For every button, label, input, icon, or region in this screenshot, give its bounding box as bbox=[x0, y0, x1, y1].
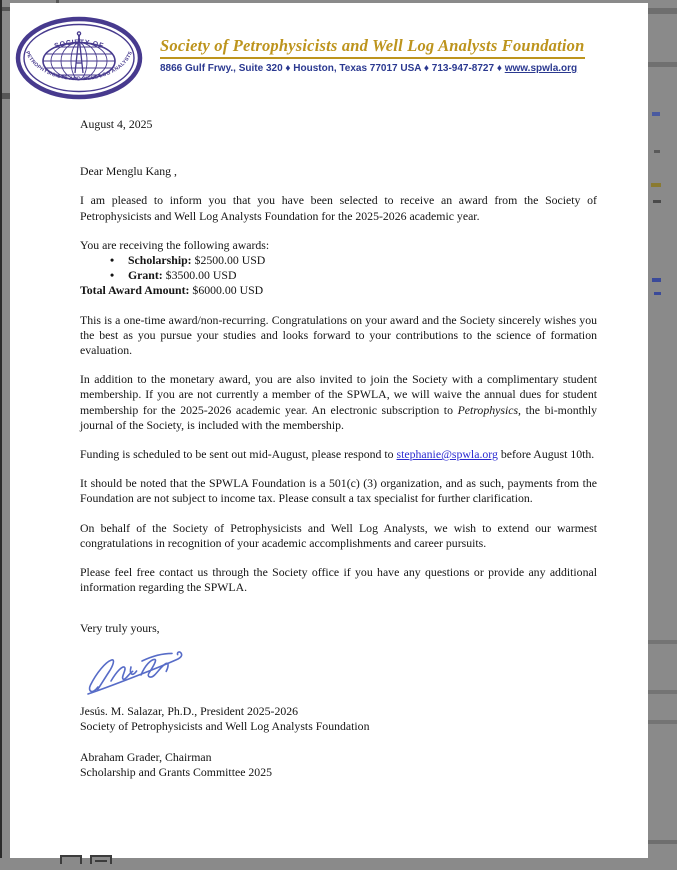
funding-text-cont: before August 10th. bbox=[497, 447, 595, 462]
svg-text:SOCIETY OF bbox=[54, 39, 105, 50]
funding-text: Funding is scheduled to be sent out mid-August, please respond to bbox=[80, 447, 397, 462]
viewer-bottom-bar bbox=[0, 858, 677, 870]
bullet-icon: • bbox=[110, 268, 115, 283]
award-item-grant bbox=[80, 268, 597, 283]
address-line bbox=[160, 63, 585, 74]
strip-mark bbox=[653, 200, 661, 203]
website-link[interactable]: www.spwla.org bbox=[504, 63, 578, 74]
strip-mark bbox=[648, 690, 677, 694]
awards-intro: You are receiving the following awards: bbox=[80, 237, 270, 252]
paragraph-behalf: On behalf of the Society of Petrophysicists and Well Log Analysts, we wish to extend our warmest congratulations in recognition of your academic accomplishments and career pursuits. bbox=[80, 520, 597, 550]
viewer-right-strip[interactable] bbox=[648, 0, 677, 870]
award-value: $3500.00 USD bbox=[162, 268, 237, 283]
total-award-label: Total Award Amount: bbox=[80, 283, 190, 298]
strip-mark bbox=[654, 150, 660, 153]
signer-organization: Society of Petrophysicists and Well Log Analysts Foundation bbox=[80, 718, 370, 733]
membership-text: In addition to the monetary award, you are also invited to join the Society with a complimentary student membership. If you are not currently a member of the SPWLA, we will waive the annual dues for student membership for the 2025-2026 academic year. An electronic subscription to bbox=[80, 372, 597, 417]
award-label: Scholarship: bbox=[128, 253, 192, 268]
award-value: $2500.00 USD bbox=[191, 253, 266, 268]
strip-mark bbox=[652, 278, 661, 282]
viewer-edge-tick bbox=[2, 93, 10, 99]
paragraph-contact: Please feel free contact us through the Society office if you have any questions or provide any additional information regarding the SPWLA. bbox=[80, 565, 597, 595]
logo-top-text: SOCIETY OF bbox=[53, 39, 105, 51]
closing-line: Very truly yours, bbox=[80, 621, 160, 636]
derrick-icon bbox=[75, 32, 83, 73]
strip-mark bbox=[648, 840, 677, 844]
bullet-icon: • bbox=[110, 253, 115, 268]
strip-mark bbox=[651, 183, 661, 187]
total-award-line bbox=[80, 283, 597, 298]
viewer-edge-tick bbox=[2, 7, 10, 11]
address-text: 8866 Gulf Frwy., Suite 320 ♦ Houston, Texas 77017 USA ♦ 713-947-8727 ♦ bbox=[160, 63, 505, 74]
spwla-logo bbox=[14, 16, 144, 100]
signer2-name: Abraham Grader, Chairman bbox=[80, 750, 212, 765]
paragraph-funding bbox=[80, 447, 597, 462]
signer2-committee: Scholarship and Grants Committee 2025 bbox=[80, 765, 272, 780]
paragraph-membership bbox=[80, 372, 597, 433]
strip-mark bbox=[654, 292, 661, 295]
paragraph-tax: It should be noted that the SPWLA Foundation is a 501(c) (3) organization, and as such, payments from the Foundation are not subject to income tax. Please consult a tax specialist for further clarification. bbox=[80, 476, 597, 506]
letter-body bbox=[10, 117, 648, 780]
strip-mark bbox=[648, 62, 677, 67]
svg-text:PETROPHYSICISTS AND WELL LOG A bbox=[24, 50, 134, 82]
letterhead-text bbox=[160, 16, 585, 74]
salutation: Dear Menglu Kang , bbox=[80, 164, 177, 179]
signer-name-title: Jesús. M. Salazar, Ph.D., President 2025-2026 bbox=[80, 703, 299, 718]
membership-text-cont: the bi-monthly journal of the Society, is included with the membership. bbox=[80, 402, 597, 432]
award-label: Grant: bbox=[128, 268, 163, 283]
signer-block-president bbox=[80, 704, 597, 734]
toolbar-icon[interactable] bbox=[60, 855, 82, 864]
paragraph-intro: I am pleased to inform you that you have been selected to receive an award from the Society of Petrophysicists and Well Log Analysts Foundation for the 2025-2026 academic year. bbox=[80, 193, 597, 223]
signer-block-chairman bbox=[80, 750, 597, 780]
total-award-value: $6000.00 USD bbox=[189, 283, 264, 298]
logo-bottom-text: PETROPHYSICISTS AND WELL LOG ANALYSTS bbox=[24, 50, 134, 83]
viewer-edge-tick bbox=[56, 0, 59, 3]
strip-mark bbox=[648, 8, 677, 14]
letter-page bbox=[10, 3, 648, 858]
signature-image bbox=[84, 640, 196, 696]
paragraph-onetime: This is a one-time award/non-recurring. Congratulations on your award and the Society sincerely wishes you the best as you pursue your studies and looks forward to your contributions to the science of formation evaluation. bbox=[80, 312, 597, 358]
email-link[interactable]: stephanie@spwla.org bbox=[396, 447, 498, 462]
strip-mark bbox=[652, 112, 660, 116]
strip-mark bbox=[648, 640, 677, 644]
letterhead bbox=[10, 3, 648, 101]
award-item-scholarship bbox=[80, 253, 597, 268]
strip-mark bbox=[648, 720, 677, 724]
organization-title: Society of Petrophysicists and Well Log Analysts Foundation bbox=[160, 36, 585, 59]
toolbar-icon[interactable] bbox=[90, 855, 112, 864]
date-line: August 4, 2025 bbox=[80, 117, 153, 131]
journal-name: Petrophysics, bbox=[457, 402, 522, 417]
viewer-left-edge bbox=[0, 0, 2, 870]
